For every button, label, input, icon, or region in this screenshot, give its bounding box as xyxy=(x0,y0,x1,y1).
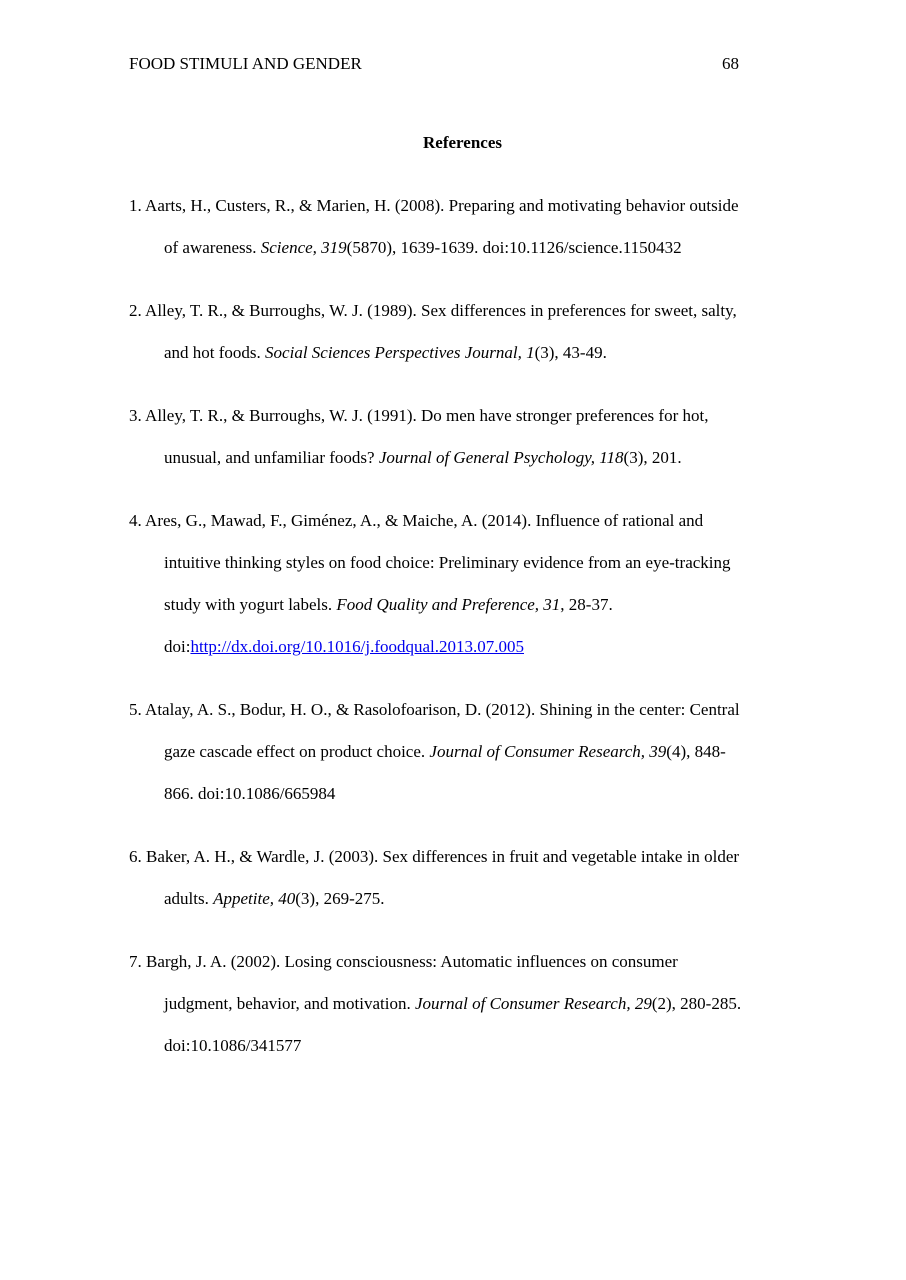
reference-text: (4), 848- xyxy=(666,742,726,761)
reference-line: 3. Alley, T. R., & Burroughs, W. J. (1991). Do men have stronger preferences for hot, xyxy=(129,406,709,425)
page-number: 68 xyxy=(722,54,739,73)
reference-text: gaze cascade effect on product choice. xyxy=(164,742,430,761)
reference-text: (2), 280-285. xyxy=(651,994,742,1013)
journal-title: Appetite, 40 xyxy=(213,889,296,908)
reference-line xyxy=(164,332,799,374)
reference-text: unusual, and unfamiliar foods? xyxy=(164,448,379,467)
reference-item-1 xyxy=(129,185,799,269)
reference-line: 866. doi:10.1086/665984 xyxy=(164,784,336,803)
reference-text: (3), 269-275. xyxy=(295,889,385,908)
reference-line xyxy=(164,983,799,1025)
reference-text: and hot foods. xyxy=(164,343,266,362)
reference-item-4 xyxy=(129,500,799,668)
reference-text: study with yogurt labels. xyxy=(164,595,337,614)
running-head: FOOD STIMULI AND GENDER xyxy=(129,54,362,73)
reference-list xyxy=(129,185,799,1088)
reference-line xyxy=(164,227,799,269)
reference-item-3 xyxy=(129,395,799,479)
reference-text: adults. xyxy=(164,889,214,908)
reference-line: 5. Atalay, A. S., Bodur, H. O., & Rasolofoarison, D. (2012). Shining in the center: Central xyxy=(129,700,740,719)
reference-line: 2. Alley, T. R., & Burroughs, W. J. (1989). Sex differences in preferences for sweet, salty, xyxy=(129,301,737,320)
reference-line xyxy=(164,731,799,773)
journal-title: Social Sciences Perspectives Journal, 1 xyxy=(265,343,535,362)
reference-item-6 xyxy=(129,836,799,920)
reference-line: 1. Aarts, H., Custers, R., & Marien, H. (2008). Preparing and motivating behavior outside xyxy=(129,196,739,215)
doi-link[interactable]: http://dx.doi.org/10.1016/j.foodqual.2013.07.005 xyxy=(190,637,524,656)
reference-item-2 xyxy=(129,290,799,374)
journal-title: Journal of General Psychology, 118 xyxy=(378,448,624,467)
reference-text: , 28-37. xyxy=(560,595,613,614)
journal-title: Science, 319 xyxy=(260,238,347,257)
reference-item-5 xyxy=(129,689,799,815)
reference-text: doi: xyxy=(164,637,191,656)
reference-text: (3), 43-49. xyxy=(534,343,607,362)
journal-title: Food Quality and Preference, 31 xyxy=(336,595,561,614)
reference-line: 7. Bargh, J. A. (2002). Losing consciousness: Automatic influences on consumer xyxy=(129,952,678,971)
reference-text: of awareness. xyxy=(164,238,261,257)
reference-text: (5870), 1639-1639. doi:10.1126/science.1150432 xyxy=(346,238,682,257)
reference-line: 6. Baker, A. H., & Wardle, J. (2003). Sex differences in fruit and vegetable intake in older xyxy=(129,847,740,866)
reference-line: 4. Ares, G., Mawad, F., Giménez, A., & Maiche, A. (2014). Influence of rational and xyxy=(129,511,704,530)
reference-text: judgment, behavior, and motivation. xyxy=(164,994,415,1013)
reference-line: doi:10.1086/341577 xyxy=(164,1036,302,1055)
reference-line xyxy=(164,878,799,920)
reference-line xyxy=(164,626,799,668)
reference-item-7 xyxy=(129,941,799,1067)
journal-title: Journal of Consumer Research, 29 xyxy=(414,994,652,1013)
journal-title: Journal of Consumer Research, 39 xyxy=(429,742,667,761)
reference-line: intuitive thinking styles on food choice: Preliminary evidence from an eye-tracking xyxy=(164,553,731,572)
reference-line xyxy=(164,584,799,626)
reference-text: (3), 201. xyxy=(623,448,682,467)
reference-line xyxy=(164,437,799,479)
references-title: References xyxy=(423,133,502,152)
